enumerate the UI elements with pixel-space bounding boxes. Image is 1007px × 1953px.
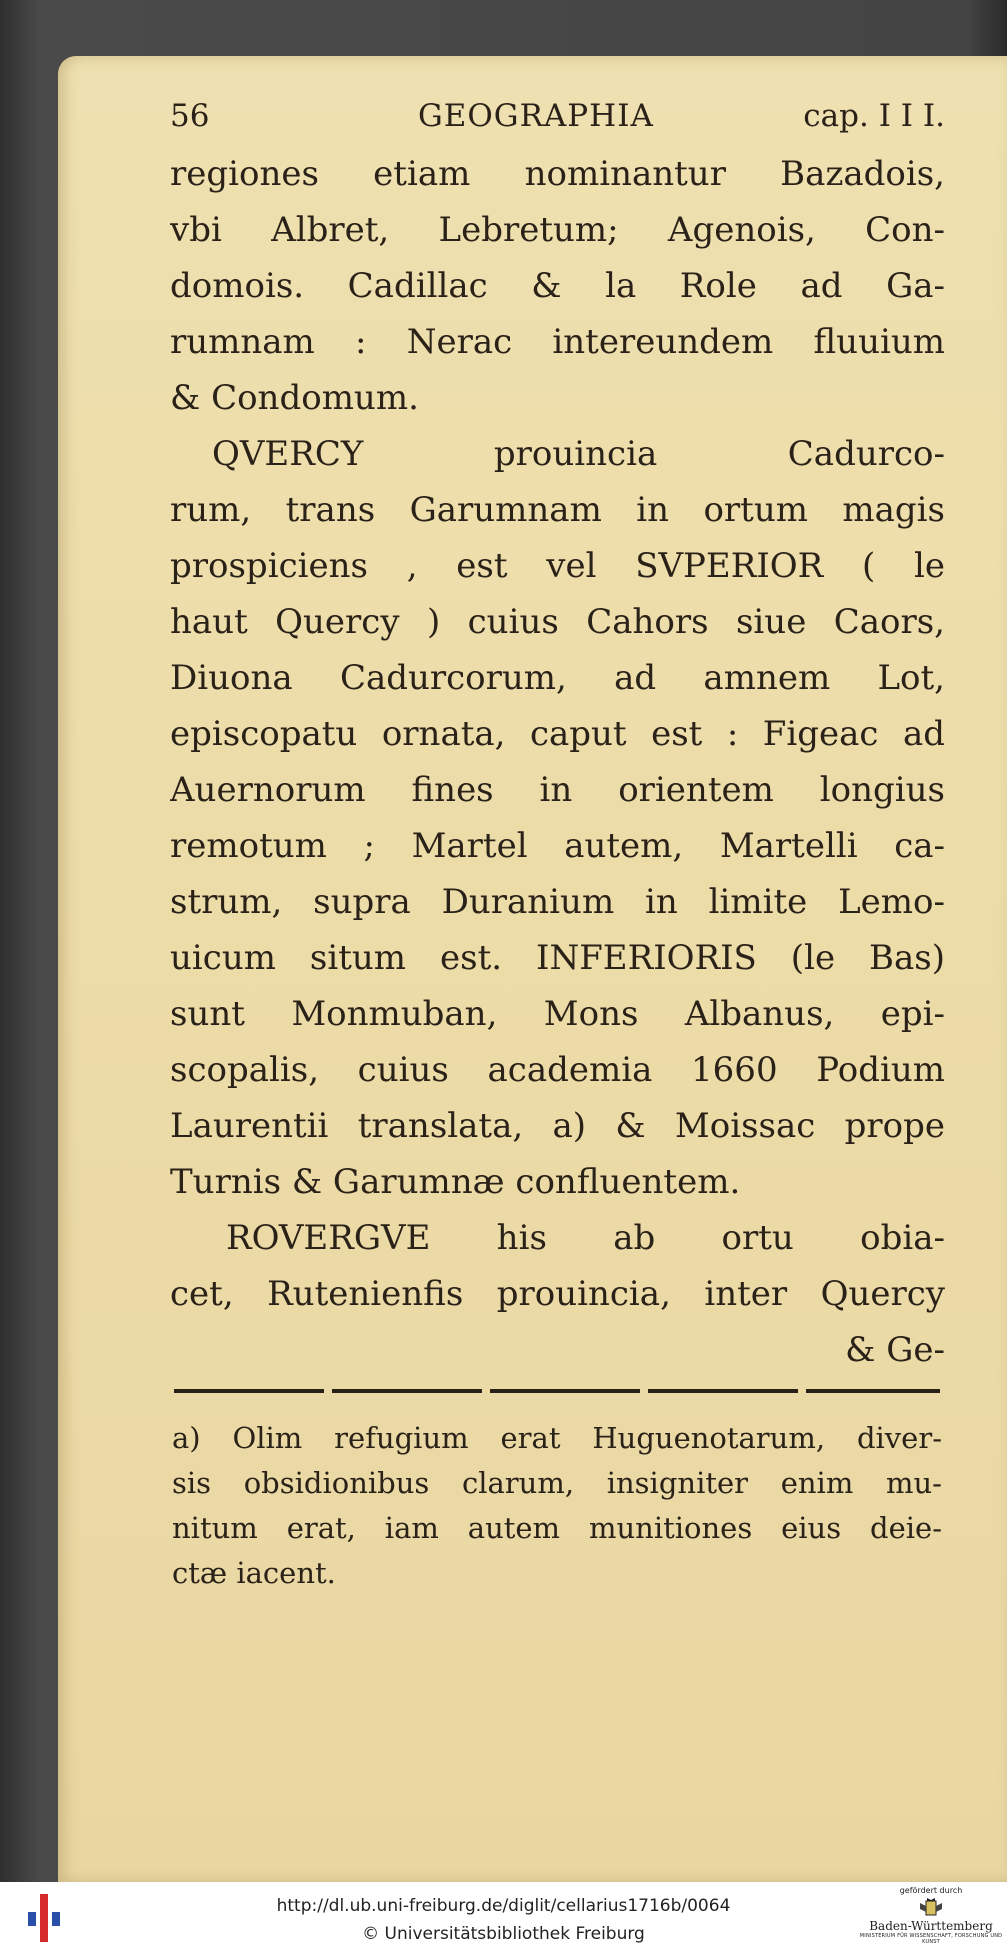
text-line: rumnam : Nerac intereundem fluuium [170, 322, 945, 362]
running-title: GEOGRAPHIA [418, 98, 654, 134]
running-header [170, 98, 945, 142]
crest-icon [918, 1897, 944, 1919]
funder-subtitle: MINISTERIUM FÜR WISSENSCHAFT, FORSCHUNG UND KUNST [859, 1933, 1003, 1945]
body-text [170, 146, 945, 1378]
funder-name: Baden-Württemberg [869, 1919, 993, 1933]
text-line: strum, supra Duranium in limite Lemo- [170, 882, 945, 922]
page-number: 56 [170, 98, 210, 134]
text-line: prospiciens , est vel SVPERIOR ( le [170, 546, 945, 586]
catchword: & Ge- [845, 1330, 945, 1370]
text-line: ROVERGVE his ab ortu obia- [226, 1218, 945, 1258]
funder-logo [858, 1886, 1004, 1950]
footnote-line: nitum erat, iam autem munitiones eius deie- [172, 1511, 942, 1545]
text-line: regiones etiam nominantur Bazadois, [170, 154, 945, 194]
text-line: Turnis & Garumnæ confluentem. [170, 1162, 741, 1202]
viewer-footer [0, 1882, 1007, 1953]
text-line: QVERCY prouincia Cadurco- [212, 434, 945, 474]
text-line: haut Quercy ) cuius Cahors siue Caors, [170, 602, 945, 642]
text-line: Laurentii translata, a) & Moissac prope [170, 1106, 945, 1146]
copyright-notice: © Universitätsbibliothek Freiburg [362, 1924, 645, 1944]
text-line: episcopatu ornata, caput est : Figeac ad [170, 714, 945, 754]
footnote-rule [174, 1389, 940, 1393]
text-line: Auernorum fines in orientem longius [170, 770, 945, 810]
text-line: cet, Rutenienfis prouincia, inter Quercy [170, 1274, 945, 1314]
footnote-line: sis obsidionibus clarum, insigniter enim mu- [172, 1466, 942, 1500]
chapter-label: cap. I I I. [803, 98, 945, 134]
funded-by-label: gefördert durch [899, 1886, 963, 1895]
footnote [172, 1416, 942, 1596]
text-line: vbi Albret, Lebretum; Agenois, Con- [170, 210, 945, 250]
text-line: uicum situm est. INFERIORIS (le Bas) [170, 938, 945, 978]
permalink-url[interactable]: http://dl.ub.uni-freiburg.de/diglit/cellarius1716b/0064 [276, 1896, 731, 1916]
text-line: sunt Monmuban, Mons Albanus, epi- [170, 994, 945, 1034]
text-line: domois. Cadillac & la Role ad Ga- [170, 266, 945, 306]
footnote-line: a) Olim refugium erat Huguenotarum, diver- [172, 1421, 942, 1455]
text-line: remotum ; Martel autem, Martelli ca- [170, 826, 945, 866]
text-line: & Condomum. [170, 378, 419, 418]
footnote-line: ctæ iacent. [172, 1556, 336, 1590]
text-line: scopalis, cuius academia 1660 Podium [170, 1050, 945, 1090]
text-line: rum, trans Garumnam in ortum magis [170, 490, 945, 530]
text-line: Diuona Cadurcorum, ad amnem Lot, [170, 658, 945, 698]
